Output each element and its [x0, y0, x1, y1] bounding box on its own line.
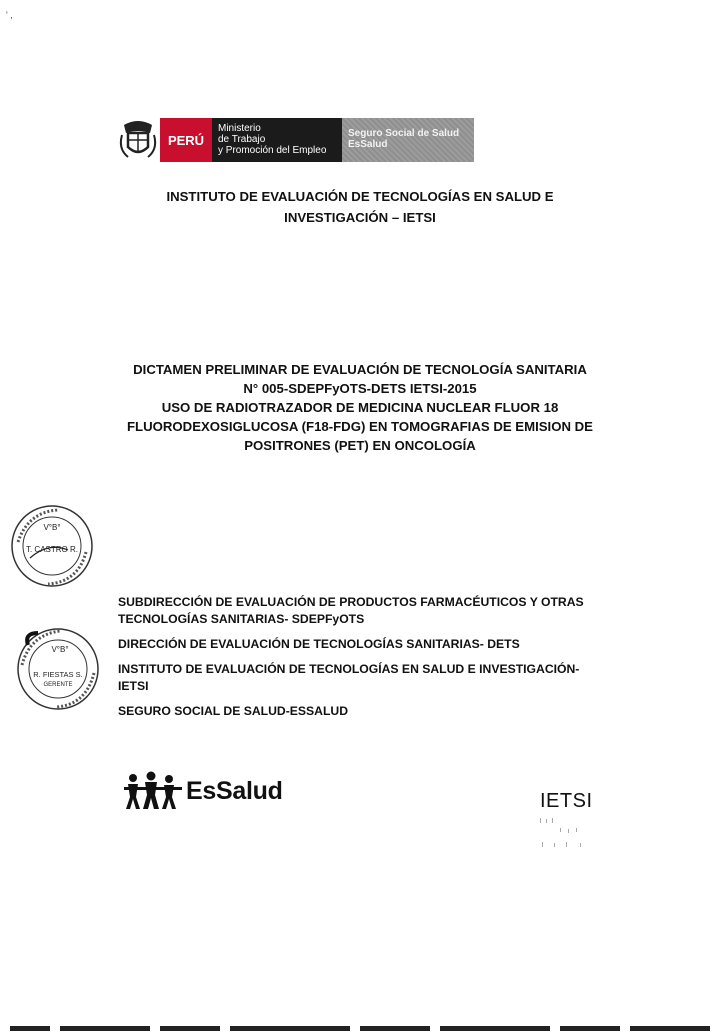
- ietsi-logo: IETSI: [540, 790, 593, 812]
- peru-label: PERÚ: [160, 118, 212, 162]
- approval-seal-1: [8, 502, 96, 590]
- seal-2-name: R. FIESTAS S.: [33, 670, 83, 679]
- seal-2-role: GERENTE: [43, 682, 73, 688]
- author-item: INSTITUTO DE EVALUACIÓN DE TECNOLOGÍAS EN SALUD E INVESTIGACIÓN- IETSI: [118, 662, 580, 693]
- family-figures-icon: [124, 771, 182, 811]
- dictamen-title: DICTAMEN PRELIMINAR DE EVALUACIÓN DE TECNOLOGÍA SANITARIA N° 005-SDEPFyOTS-DETS IETSI-2015 USO DE RADIOTRAZADOR DE MEDICINA NUCLEAR FLUOR 18 FLUORODEXOSIGLUCOSA (F18-FDG) EN TOMOGRAFIAS DE EMISION DE POSITRONES (PET) EN ONCOLOGÍA: [127, 362, 593, 453]
- seal-1-name: T. CASTRO R.: [25, 545, 79, 554]
- institute-title: INSTITUTO DE EVALUACIÓN DE TECNOLOGÍAS EN SALUD E INVESTIGACIÓN – IETSI: [166, 189, 554, 225]
- seal-1-vb: V°B°: [43, 523, 61, 532]
- approval-seal-2: [14, 625, 102, 713]
- essalud-logo: [124, 770, 283, 812]
- peru-coat-of-arms-icon: [118, 119, 158, 163]
- ietsi-logo-subtext: [540, 816, 592, 850]
- essalud-header-label: Seguro Social de Salud EsSalud: [342, 118, 474, 162]
- authors-list: [118, 594, 608, 728]
- author-item: SUBDIRECCIÓN DE EVALUACIÓN DE PRODUCTOS FARMACÉUTICOS Y OTRAS TECNOLOGÍAS SANITARIAS- SDEPFyOTS: [118, 595, 584, 626]
- ministry-label: Ministerio de Trabajo y Promoción del Empleo: [212, 118, 342, 162]
- seal-2-vb: V°B°: [51, 645, 69, 654]
- essalud-logo-text: EsSalud: [186, 776, 283, 805]
- scan-artifact: ' ,: [6, 10, 13, 20]
- scan-edge-artifact: [0, 1018, 721, 1024]
- author-item: DIRECCIÓN DE EVALUACIÓN DE TECNOLOGÍAS SANITARIAS- DETS: [118, 637, 520, 651]
- author-item: SEGURO SOCIAL DE SALUD-ESSALUD: [118, 704, 349, 718]
